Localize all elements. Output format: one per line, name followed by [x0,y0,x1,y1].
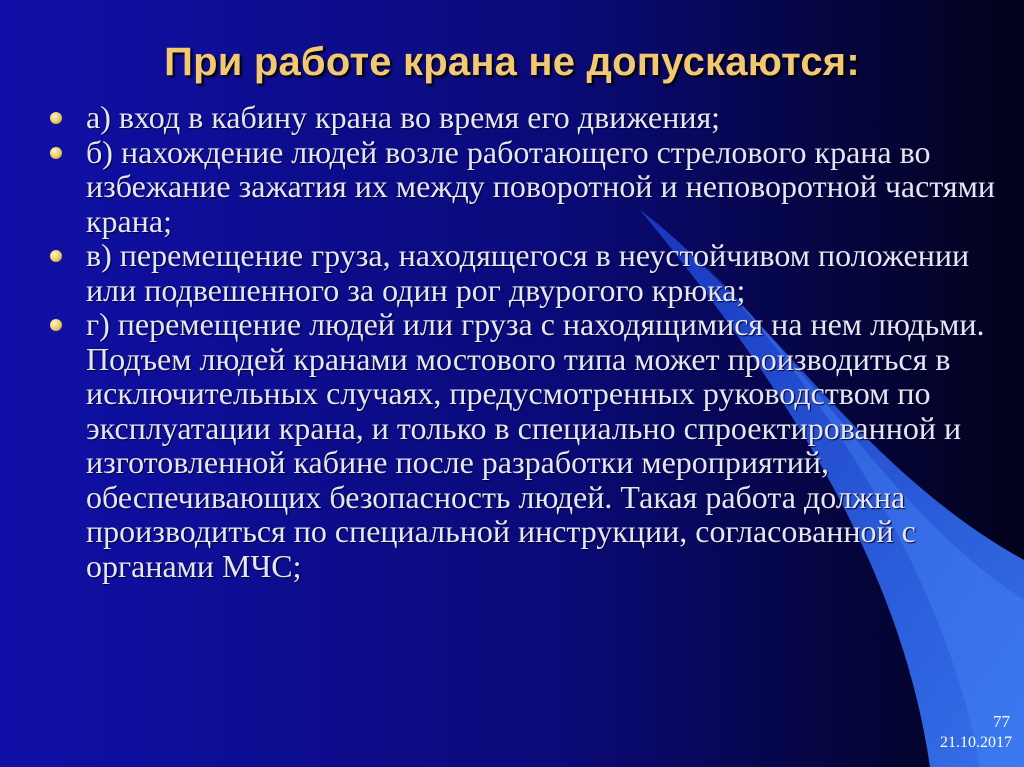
slide-title: При работе крана не допускаются: [164,40,860,84]
bullet-icon [50,147,62,159]
page-number: 77 [993,712,1010,731]
list-item [44,307,1004,583]
bullet-icon [50,250,62,262]
bullet-icon [50,112,62,124]
slide-date: 21.10.2017 [940,734,1012,751]
list-item-text: б) нахождение людей возле работающего стрелового крана во избежание зажатия их между поворотной и неповоротной частями крана; [86,133,995,239]
list-item [44,238,1004,307]
list-item-text: г) перемещение людей или груза с находящимися на нем людьми. Подъем людей кранами мостового типа может производиться в исключительных случаях, предусмотренных руководством по эксплуатации крана, и только в специально спроектированной и изготовленной кабине после разработки мероприятий, обеспечивающих безопасность людей. Такая работа должна производиться по специальной инструкции, согласованной с органами МЧС; [86,306,985,584]
bullet-list [44,100,1004,583]
list-item-text: а) вход в кабину крана во время его движения; [86,99,721,135]
list-item-text: в) перемещение груза, находящегося в неустойчивом положении или подвешенного за один рог двурогого крюка; [86,237,970,308]
bullet-icon [50,319,62,331]
list-item [44,100,1004,135]
list-item [44,135,1004,239]
